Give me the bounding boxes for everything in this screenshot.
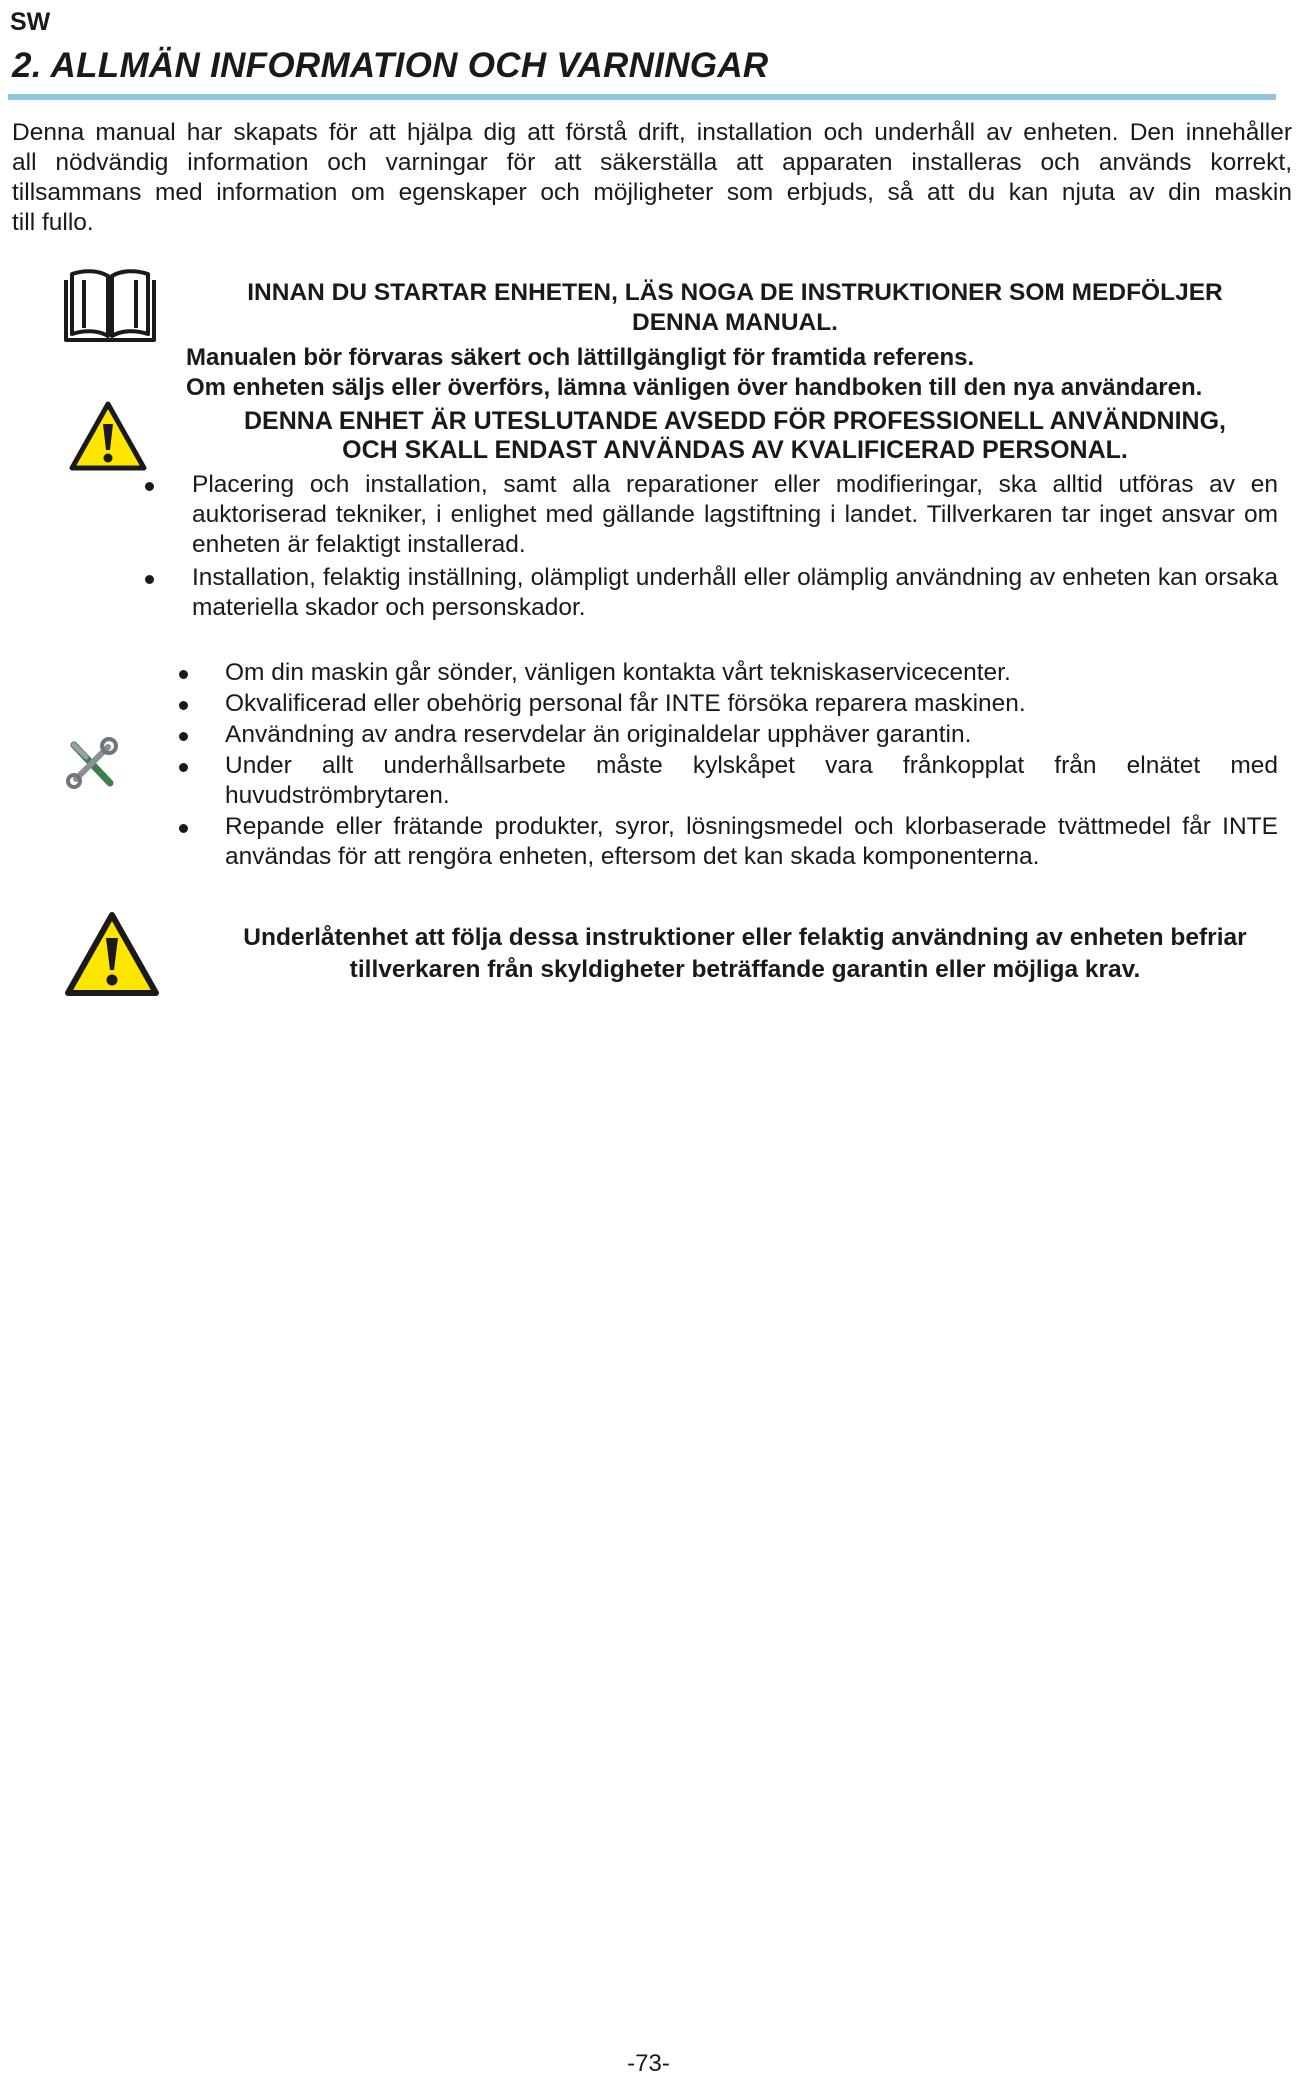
professional-use-warning <box>200 407 1270 465</box>
intro-line: Denna manual har skapats för att hjälpa dig att förstå drift, installation och underhåll av enheten. Den innehåller <box>12 119 1292 146</box>
list-item: Under allt underhållsarbete måste kylskåpet vara frånkopplat från elnätet med huvudströmbrytaren. <box>225 752 1278 809</box>
page-number: -73- <box>627 2050 670 2077</box>
read-manual-title <box>200 278 1270 338</box>
disclaimer-line: Underlåtenhet att följa dessa instruktioner eller felaktig användning av enheten befriar <box>243 924 1247 951</box>
professional-use-line: OCH SKALL ENDAST ANVÄNDAS AV KVALIFICERAD PERSONAL. <box>342 436 1128 464</box>
professional-use-line: DENNA ENHET ÄR UTESLUTANDE AVSEDD FÖR PROFESSIONELL ANVÄNDNING, <box>244 407 1226 435</box>
maintenance-list <box>225 658 1278 873</box>
intro-line: tillsammans med information om egenskaper och möjligheter som erbjuds, så att du kan njuta av din maskin <box>12 179 1292 206</box>
transfer-manual-note: Om enheten säljs eller överförs, lämna vänligen över handboken till den nya användaren. <box>186 374 1203 401</box>
tools-icon <box>62 735 120 793</box>
language-code: SW <box>10 8 51 36</box>
heading-divider <box>8 94 1276 100</box>
list-item: Okvalificerad eller obehörig personal får INTE försöka reparera maskinen. <box>225 689 1278 719</box>
read-manual-title-line: DENNA MANUAL. <box>632 309 838 336</box>
keep-manual-note: Manualen bör förvaras säkert och lättillgängligt för framtida referens. <box>186 344 975 371</box>
intro-paragraph <box>12 118 1292 238</box>
list-item: Repande eller frätande produkter, syror, lösningsmedel och klorbaserade tvättmedel får INTE användas för att rengöra enheten, eftersom det kan skada komponenterna. <box>225 813 1278 870</box>
intro-line: all nödvändig information och varningar för att säkerställa att apparaten installeras och används korrekt, <box>12 149 1292 176</box>
list-item: Användning av andra reservdelar än originaldelar upphäver garantin. <box>225 720 1278 750</box>
section-title: 2. ALLMÄN INFORMATION OCH VARNINGAR <box>12 46 769 85</box>
read-manual-title-line: INNAN DU STARTAR ENHETEN, LÄS NOGA DE INSTRUKTIONER SOM MEDFÖLJER <box>247 279 1223 306</box>
intro-line: till fullo. <box>12 209 94 236</box>
warning-triangle-icon <box>64 910 160 998</box>
disclaimer-line: tillverkaren från skyldigheter beträffande garantin eller möjliga krav. <box>349 956 1141 983</box>
disclaimer-text <box>190 922 1297 986</box>
list-item: Placering och installation, samt alla reparationer eller modifieringar, ska alltid utföras av en auktoriserad tekniker, i enlighet med gällande lagstiftning i landet. Tillverkaren tar inget ansvar om enheten är felaktigt installerad. <box>192 471 1278 558</box>
warning-triangle-icon <box>68 400 148 472</box>
list-item: Installation, felaktig inställning, olämpligt underhåll eller olämplig användning av enheten kan orsaka materiella skador och personskador. <box>192 564 1278 621</box>
list-item: Om din maskin går sönder, vänligen kontakta vårt tekniskaservicecenter. <box>225 658 1278 688</box>
book-icon <box>62 268 158 346</box>
warning-list <box>192 470 1278 626</box>
